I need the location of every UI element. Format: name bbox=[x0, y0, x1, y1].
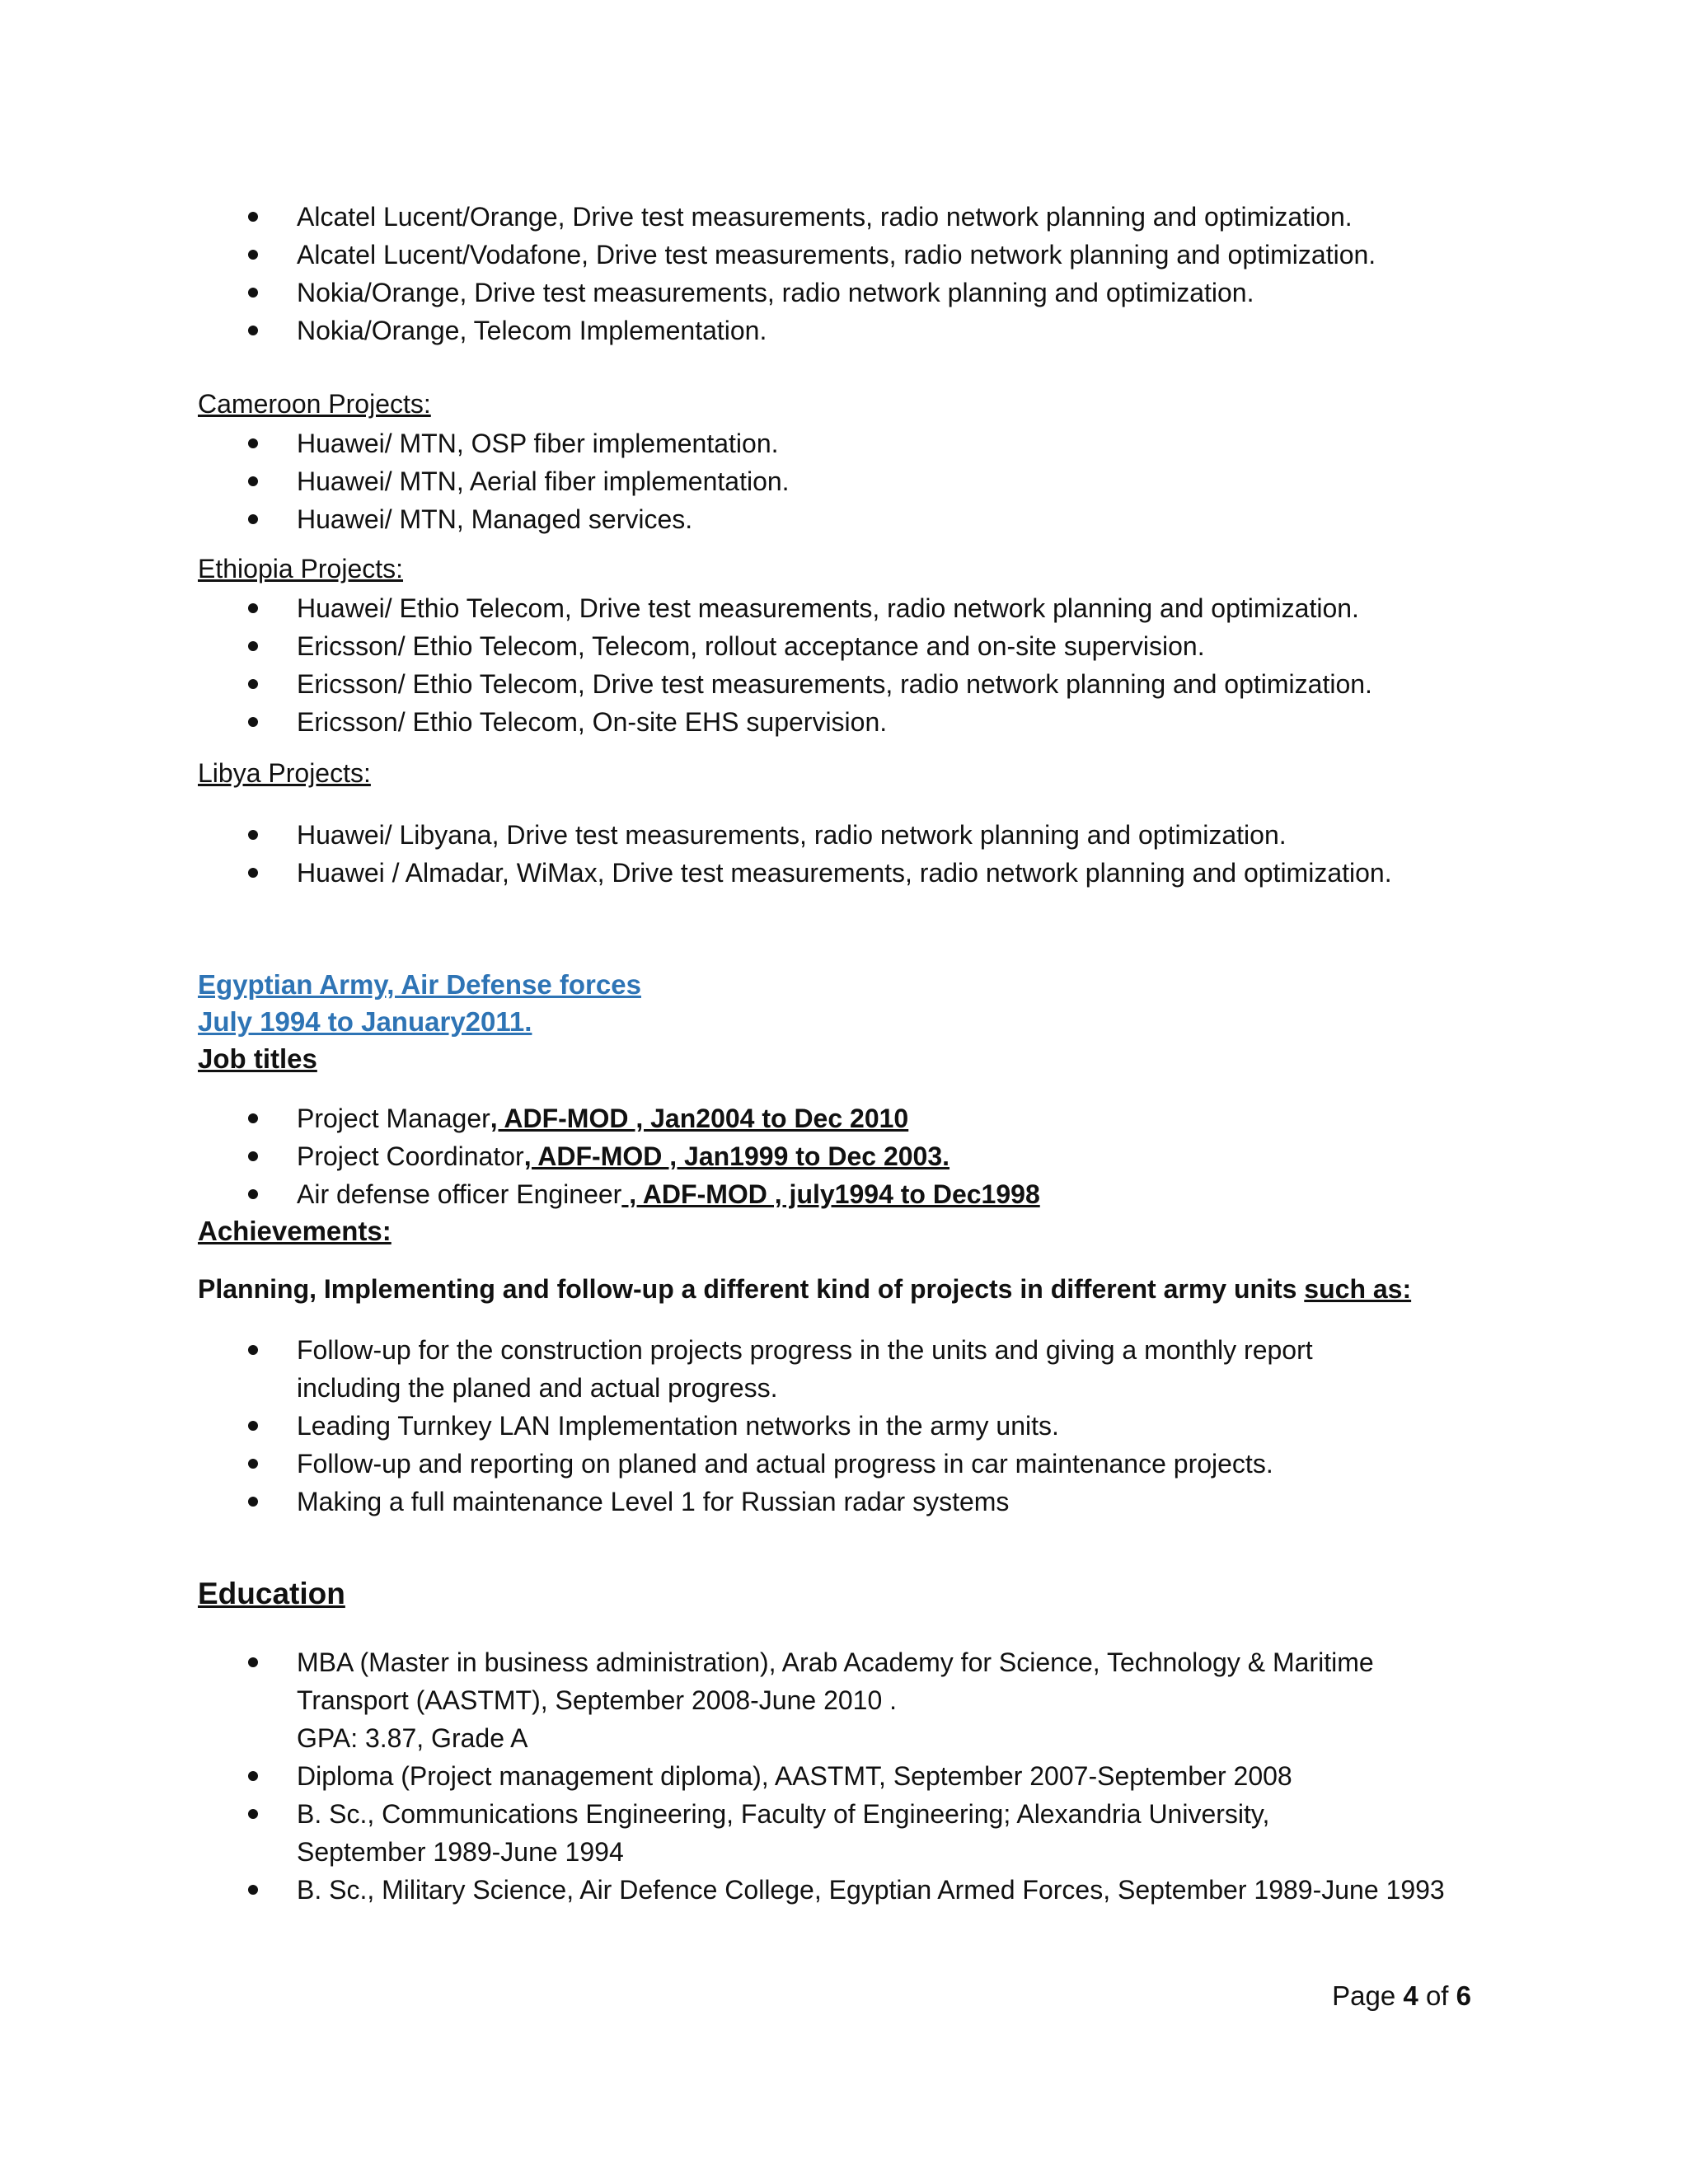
list-item: Ericsson/ Ethio Telecom, Drive test measurements, radio network planning and optimization. bbox=[198, 665, 1517, 703]
page-of: of bbox=[1418, 1980, 1456, 2011]
employer-link[interactable]: Egyptian Army, Air Defense forces bbox=[198, 969, 641, 1000]
list-item: Alcatel Lucent/Vodafone, Drive test measurements, radio network planning and optimization. bbox=[198, 236, 1517, 274]
libya-project-list bbox=[198, 816, 1517, 892]
cameroon-projects-label: Cameroon Projects: bbox=[198, 389, 431, 419]
list-item-line: Follow-up for the construction projects progress in the units and giving a monthly report bbox=[297, 1335, 1313, 1365]
list-item: Nokia/Orange, Telecom Implementation. bbox=[198, 312, 1517, 349]
achievements-list bbox=[198, 1331, 1517, 1521]
list-item bbox=[198, 1137, 1517, 1175]
job-title: Project Coordinator bbox=[297, 1141, 524, 1171]
list-item bbox=[198, 1757, 1517, 1795]
current-page: 4 bbox=[1403, 1980, 1418, 2011]
planning-text: Planning, Implementing and follow-up a different kind of projects in different army units bbox=[198, 1274, 1305, 1304]
page-prefix: Page bbox=[1332, 1980, 1404, 2011]
list-item bbox=[198, 1483, 1517, 1521]
list-item-line: Transport (AASTMT), September 2008-June 2010 . bbox=[297, 1685, 898, 1715]
list-item-line: Leading Turnkey LAN Implementation networks in the army units. bbox=[297, 1411, 1059, 1441]
list-item: Nokia/Orange, Drive test measurements, radio network planning and optimization. bbox=[198, 274, 1517, 312]
list-item: Huawei/ Libyana, Drive test measurements, radio network planning and optimization. bbox=[198, 816, 1517, 854]
list-item: Huawei/ Ethio Telecom, Drive test measurements, radio network planning and optimization. bbox=[198, 589, 1517, 627]
list-item bbox=[198, 1795, 1517, 1871]
intro-bullet-list bbox=[198, 198, 1517, 349]
list-item-line: September 1989-June 1994 bbox=[297, 1837, 624, 1867]
list-item-line: Follow-up and reporting on planed and actual progress in car maintenance projects. bbox=[297, 1449, 1273, 1479]
such-as-text: such as: bbox=[1304, 1274, 1412, 1304]
achievements-heading: Achievements: bbox=[198, 1216, 392, 1246]
job-detail: , ADF-MOD , Jan1999 to Dec 2003. bbox=[523, 1141, 950, 1171]
education-list bbox=[198, 1643, 1517, 1909]
list-item bbox=[198, 1407, 1517, 1445]
total-pages: 6 bbox=[1456, 1980, 1471, 2011]
list-item: Alcatel Lucent/Orange, Drive test measurements, radio network planning and optimization. bbox=[198, 198, 1517, 236]
ethiopia-project-list bbox=[198, 589, 1517, 741]
list-item bbox=[198, 1175, 1517, 1213]
list-item-line: including the planed and actual progress. bbox=[297, 1373, 778, 1403]
job-detail: , ADF-MOD , july1994 to Dec1998 bbox=[621, 1179, 1040, 1209]
list-item-line: B. Sc., Military Science, Air Defence College, Egyptian Armed Forces, September 1989-June 1993 bbox=[297, 1875, 1445, 1905]
list-item: Huawei/ MTN, Aerial fiber implementation. bbox=[198, 462, 1517, 500]
list-item-line: Making a full maintenance Level 1 for Russian radar systems bbox=[297, 1487, 1010, 1516]
document-page bbox=[198, 0, 1517, 2184]
page-number bbox=[1332, 1978, 1471, 2014]
list-item: Ericsson/ Ethio Telecom, On-site EHS supervision. bbox=[198, 703, 1517, 741]
list-item bbox=[198, 1643, 1517, 1757]
planning-statement bbox=[198, 1271, 1411, 1307]
job-title: Project Manager bbox=[297, 1104, 490, 1133]
cameroon-project-list bbox=[198, 424, 1517, 538]
ethiopia-projects-label: Ethiopia Projects: bbox=[198, 554, 404, 583]
list-item: Ericsson/ Ethio Telecom, Telecom, rollout acceptance and on-site supervision. bbox=[198, 627, 1517, 665]
education-heading: Education bbox=[198, 1577, 345, 1610]
list-item bbox=[198, 1099, 1517, 1137]
employment-period-link[interactable]: July 1994 to January2011. bbox=[198, 1006, 532, 1037]
list-item: Huawei/ MTN, Managed services. bbox=[198, 500, 1517, 538]
job-titles-list bbox=[198, 1099, 1517, 1213]
list-item-line: GPA: 3.87, Grade A bbox=[297, 1723, 528, 1753]
list-item bbox=[198, 1331, 1517, 1407]
list-item-line: MBA (Master in business administration), Arab Academy for Science, Technology & Maritime bbox=[297, 1647, 1374, 1677]
list-item: Huawei/ MTN, OSP fiber implementation. bbox=[198, 424, 1517, 462]
list-item bbox=[198, 1445, 1517, 1483]
job-titles-heading: Job titles bbox=[198, 1043, 317, 1074]
list-item-line: Diploma (Project management diploma), AASTMT, September 2007-September 2008 bbox=[297, 1761, 1292, 1791]
list-item bbox=[198, 1871, 1517, 1909]
job-detail: , ADF-MOD , Jan2004 to Dec 2010 bbox=[490, 1104, 909, 1133]
list-item: Huawei / Almadar, WiMax, Drive test measurements, radio network planning and optimization. bbox=[198, 854, 1517, 892]
job-title: Air defense officer Engineer bbox=[297, 1179, 622, 1209]
libya-projects-label: Libya Projects: bbox=[198, 758, 371, 788]
list-item-line: B. Sc., Communications Engineering, Faculty of Engineering; Alexandria University, bbox=[297, 1799, 1270, 1829]
